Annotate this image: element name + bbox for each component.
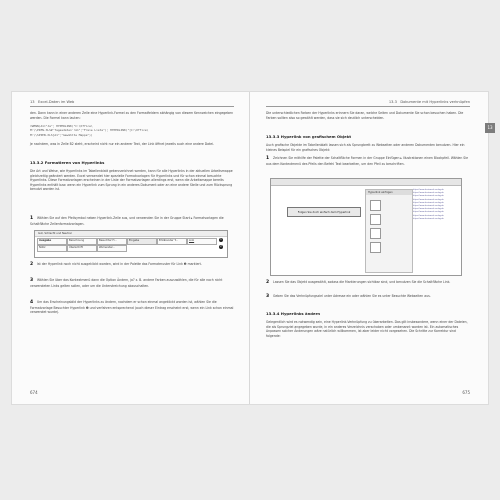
page-number: 675 bbox=[462, 390, 470, 395]
section-heading: 13.3.3 Hyperlink von grafischem Objekt bbox=[266, 134, 352, 139]
style-cell: Berechnung bbox=[67, 238, 97, 245]
step-text: Zeichnen Sie mithilfe der Palette der Schaltfläche Formen in der Gruppe Einfügen ▸ Illustrationen einen Blockpfeil. Wählen Sie aus dem Kontextmenü des Pfeils den Befehl Text bearbeiten, um den Pfeil zu beschriften. bbox=[266, 156, 469, 166]
link-row: https://www.rheinwerk-verlag.de bbox=[413, 192, 444, 195]
step-text: Wählen Sie auf den Pfeilsymbol neben Hyperlink-Zelle aus, und verwenden Sie in der Gruppe Start ▸ Formatvorlagen die Schaltfläche Zellenformatvorlagen. bbox=[30, 216, 224, 226]
paragraph: Je nachdem, was in Zelle B2 steht, erscheint nicht nur ein anderer Text, der Link öffnet jeweils auch eine andere Datei. bbox=[30, 142, 215, 146]
style-cell: Überschrift bbox=[67, 245, 97, 252]
list-item: 2 Lassen Sie das Objekt ausgewählt, sodass die Markierungen sichtbar sind, und benutzen Sie die Schaltfläche Link. bbox=[266, 280, 451, 285]
style-cell: Link bbox=[187, 238, 217, 245]
link-row: https://www.rheinwerk-verlag.de bbox=[413, 205, 444, 208]
right-page bbox=[250, 92, 493, 404]
style-cell: Warnender... bbox=[97, 245, 127, 252]
section-title: Dokumente mit Hyperlinks verknüpfen bbox=[400, 100, 470, 104]
header-rule bbox=[266, 106, 470, 107]
code-line: =WENN(A1="Ja"; HYPERLINK("C:\Office\ bbox=[30, 124, 93, 128]
page-number: 674 bbox=[30, 390, 38, 395]
running-header-right bbox=[389, 100, 470, 104]
step-text: Um das Erscheinungsbild der Hyperlinks zu ändern, nachdem er schon einmal angeklickt worden ist, wählen Sie die Formatvorlage Besuchter Hyperlink ❷ und verfahren entsprechend (auch dieser Eintrag erscheint erst, wenn ein Link schon einmal verwendet wurde). bbox=[30, 300, 234, 315]
style-cell: Eingabe bbox=[127, 238, 157, 245]
cell-styles-screenshot bbox=[34, 230, 228, 258]
section-number: 13.3 bbox=[388, 100, 397, 104]
paragraph: Auch grafische Objekte im Tabellenblatt lassen sich als Sprungbrett zu Webseiten oder anderen Dokumenten benutzen. Hier ein kleines Beispiel für ein grafisches Objekt: bbox=[266, 143, 465, 152]
block-arrow-shape: Folgen Sie doch einfach dem Hyperlink bbox=[287, 207, 361, 217]
style-cell: Erklärender T... bbox=[157, 238, 187, 245]
chapter-title: Excel-Daten im Web bbox=[38, 100, 75, 104]
left-page bbox=[12, 92, 250, 404]
list-item: 3 Wählen Sie über das Kontextmenü dann die Option Ändern, ja? z. B. andere Farben auszuwählen, die für alle noch nicht verwendeten Links gelten sollen, oder um die Unterstreichung abzuschalten. bbox=[30, 278, 223, 288]
file-icon bbox=[370, 200, 381, 211]
excel-screenshot bbox=[270, 178, 462, 276]
list-item: 3 Geben Sie das Verknüpfungsziel unter Adresse ein oder wählen Sie es unter Besuchte Webseiten aus. bbox=[266, 294, 431, 299]
link-row: https://www.rheinwerk-verlag.de bbox=[413, 189, 444, 191]
list-item: 4 Um das Erscheinungsbild der Hyperlinks zu ändern, nachdem er schon einmal angeklickt worden ist, wählen Sie die Formatvorlage Besuchter Hyperlink ❷ und verfahren entsprechend (auch dieser Eintrag erscheint erst, wenn ein Link schon einmal verwendet wurde). bbox=[30, 300, 234, 315]
dialog-title: Hyperlink einfügen bbox=[366, 190, 412, 195]
paragraph: Die Art und Weise, wie Hyperlinks im Tabellenblatt gekennzeichnet werden, kann für alle Hyperlinks in der aktuellen Arbeitsmappe gleichzeitig geändert werden. Excel verwendet hier spezielle Formatvorlagen für Hyperlinks und für schon einmal besuchte Hyperlinks. Diese Formatvorlagen erscheinen in der Liste der Formatvorlagen allerdings erst, wenn die Arbeitsmappe bereits Hyperlinks enthält bzw. wenn ein Hyperlink zum Sprung in ein anderes Dokument oder an eine andere Stelle und zum Rücksprung benutzt worden ist. bbox=[30, 169, 233, 192]
place-icon bbox=[370, 214, 381, 225]
hyperlink-dialog bbox=[365, 189, 413, 273]
link-row: https://www.rheinwerk-verlag.de bbox=[413, 201, 444, 204]
step-text: Lassen Sie das Objekt ausgewählt, sodass die Markierungen sichtbar sind, und benutzen Sie die Schaltfläche Link. bbox=[273, 280, 451, 284]
paragraph: den. Dann kann in einer anderen Zelle eine Hyperlink-Formel zu den Formatfeldern abhängig von diesem Kennzeichen eingegeben werden. Die Formel kann lauten: bbox=[30, 111, 234, 120]
link-row: https://www.rheinwerk-verlag.de bbox=[413, 214, 444, 217]
running-header-left bbox=[30, 100, 74, 104]
style-cell: Notiz bbox=[37, 245, 67, 252]
code-block bbox=[30, 124, 234, 137]
paragraph: Gelegentlich wird es notwendig sein, eine Hyperlink-Verknüpfung zu überarbeiten. Das gilt insbesondere, wenn einer der Dateien, die als Sprungziel angegeben wurde, in ein anderes Verzeichnis verschoben oder umbenannt worden ist. Ein automatisches Anpassen solcher Änderungen wäre natürlich willkommen, ist aber leider nicht vorgesehen. Die Schritte zur Korrektur sind folgende: bbox=[266, 320, 468, 338]
code-line: M:\\PIEN.XLS#'Tagesdaten'!A1";"Freie Liste"); HYPERLINK("[C:\Office\ bbox=[30, 128, 149, 133]
link-row: https://www.rheinwerk-verlag.de bbox=[413, 211, 444, 214]
link-row: https://www.rheinwerk-verlag.de bbox=[413, 195, 444, 198]
toolbar bbox=[271, 179, 461, 186]
gallery-title: Gut, Schlecht und Neutral bbox=[35, 231, 227, 237]
mail-icon bbox=[370, 242, 381, 253]
chapter-number: 13 bbox=[30, 100, 35, 104]
list-item: 2 Ist der Hyperlink noch nicht ausgeklickt worden, wird in der Palette das Formatmuster für Link ❶ markiert. bbox=[30, 262, 202, 267]
book-spread bbox=[12, 92, 493, 404]
link-row: https://www.rheinwerk-verlag.de bbox=[413, 198, 444, 201]
style-cell: Ausgabe bbox=[37, 238, 67, 245]
list-item: 1 Zeichnen Sie mithilfe der Palette der Schaltfläche Formen in der Gruppe Einfügen ▸ Illustrationen einen Blockpfeil. Wählen Sie aus dem Kontextmenü des Pfeils den Befehl Text bearbeiten, um den Pfeil zu beschriften. bbox=[266, 156, 469, 166]
style-cell: Besuchter H... bbox=[97, 238, 127, 245]
step-text: Geben Sie das Verknüpfungsziel unter Adresse ein oder wählen Sie es unter Besuchte Webseiten aus. bbox=[273, 294, 431, 298]
step-text: Wählen Sie über das Kontextmenü dann die Option Ändern, ja? z. B. andere Farben auszuwählen, die für alle noch nicht verwendeten Links gelten sollen, oder um die Unterstreichung abzuschalten. bbox=[30, 278, 223, 288]
step-text: Ist der Hyperlink noch nicht ausgeklickt worden, wird in der Palette das Formatmuster für Link ❶ markiert. bbox=[37, 262, 202, 266]
section-heading: 13.3.4 Hyperlinks ändern bbox=[266, 311, 321, 316]
marker-1: 1 bbox=[220, 238, 222, 241]
link-row: https://www.rheinwerk-verlag.de bbox=[413, 208, 444, 211]
section-heading: 13.3.2 Formatieren von Hyperlinks bbox=[30, 160, 105, 165]
code-line: M:\\SPIEN.XLS]A1";"Gewählte Mappe")) bbox=[30, 132, 93, 137]
list-item bbox=[30, 216, 234, 226]
step-number: 1 bbox=[30, 216, 34, 221]
chapter-thumb-tab: 13 bbox=[485, 123, 495, 133]
new-doc-icon bbox=[370, 228, 381, 239]
header-rule bbox=[30, 106, 234, 107]
link-row: https://www.rheinwerk-verlag.de bbox=[413, 217, 444, 220]
marker-2: 2 bbox=[220, 245, 222, 248]
paragraph: Die unterschiedlichen Farben der Hyperlinks erinnern Sie daran, welche Seiten und Dokumente Sie schon besuchen haben. Die Farben sollten also so gewählt werden, dass sie sich deutlich unterscheiden. bbox=[266, 111, 464, 120]
link-list bbox=[413, 189, 459, 221]
